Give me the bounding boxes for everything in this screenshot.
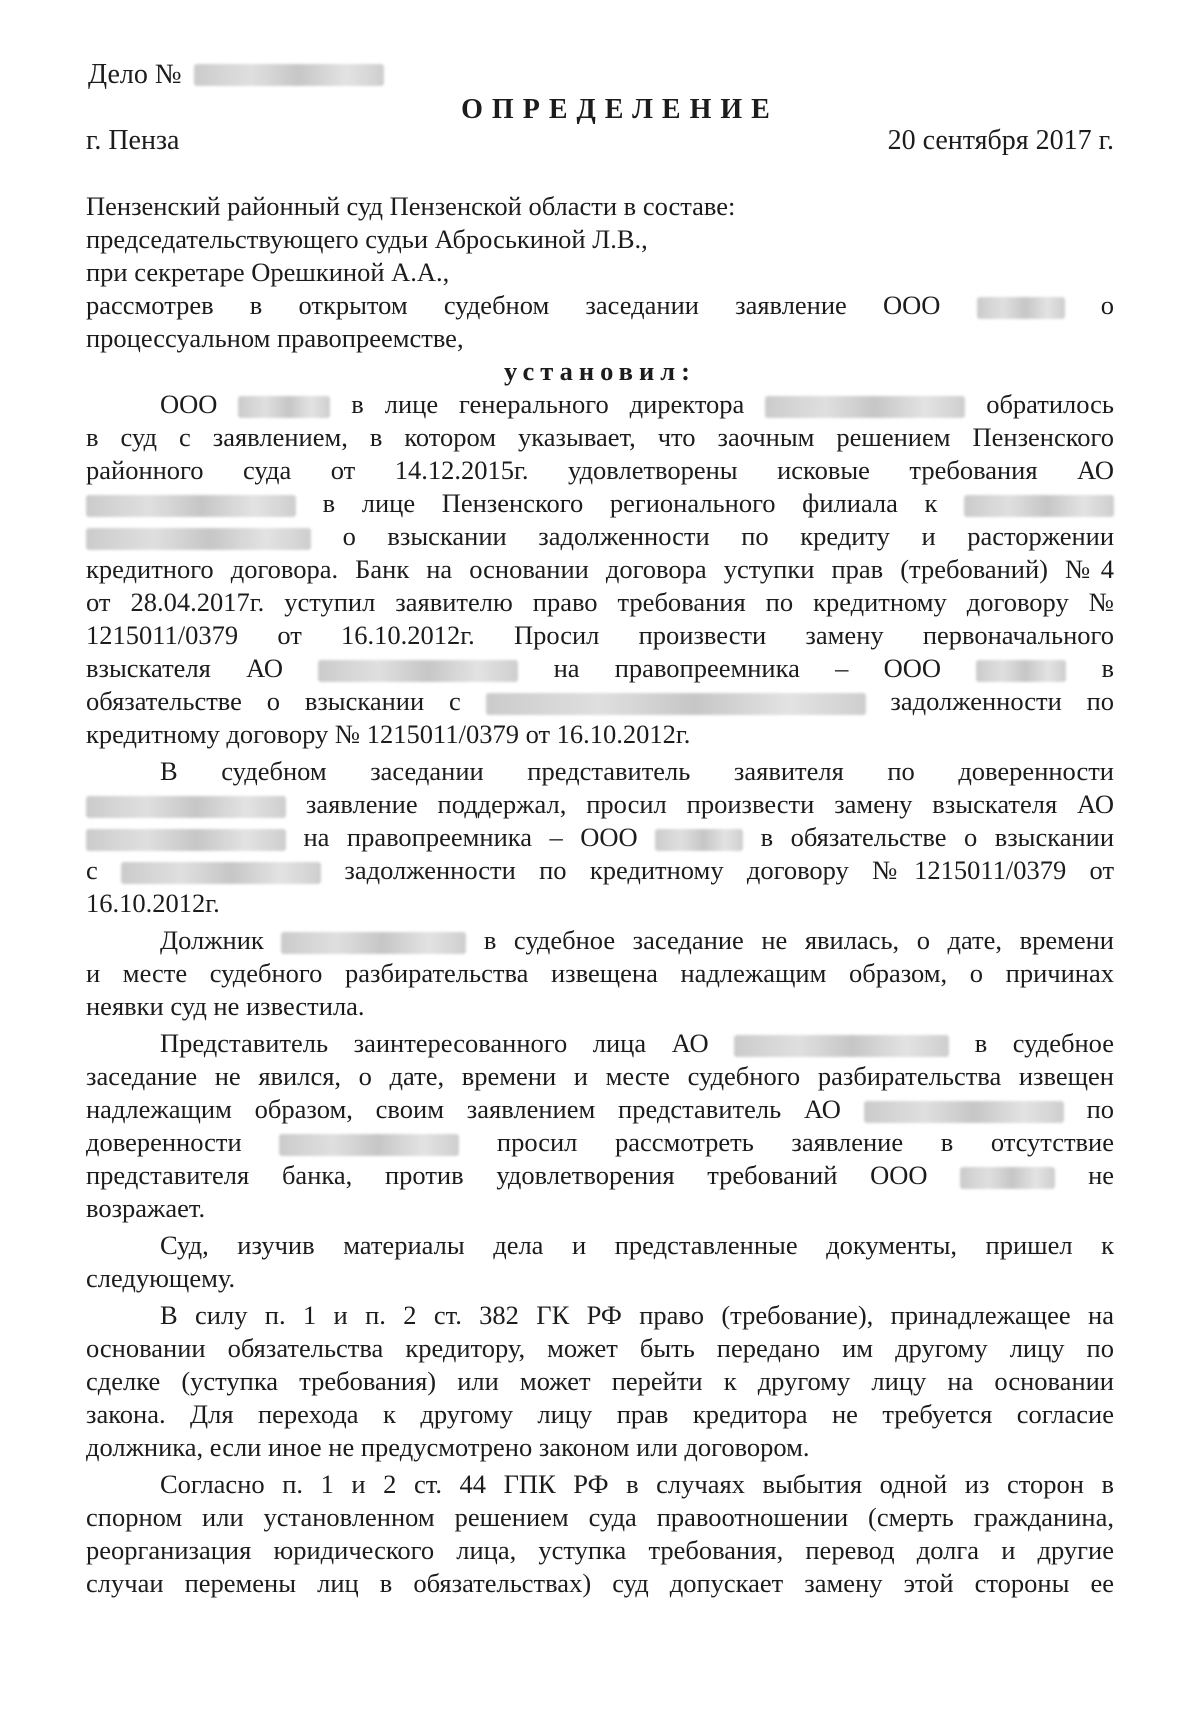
intro-line: Пензенский районный суд Пензенской области в составе: — [86, 191, 736, 221]
city: г. Пенза — [86, 125, 180, 156]
redacted-bank — [86, 829, 286, 851]
paragraph-line: В силу п. 1 и п. 2 ст. 382 ГК РФ право (требование), принадлежащее на — [160, 1300, 1114, 1330]
consider-line — [86, 289, 1114, 322]
text: задолженности по — [890, 686, 1115, 716]
text: в обязательстве о взыскании — [760, 822, 1115, 852]
text: в лице Пензенского регионального филиала к — [322, 488, 938, 518]
paragraph-line: от 28.04.2017г. уступил заявителю право требования по кредитному договору № — [86, 587, 1114, 617]
paragraph-line — [86, 821, 1114, 854]
text: задолженности по кредитному договору №1215011/0379 от — [344, 855, 1115, 885]
paragraph-line — [86, 685, 1114, 718]
paragraph-line: следующему. — [86, 1263, 236, 1293]
text: ООО — [160, 389, 218, 419]
paragraph-line: районного суда от 14.12.2015г. удовлетворены исковые требования АО — [86, 455, 1114, 485]
text: на правопреемника – ООО — [303, 822, 638, 852]
text: в лице генерального директора — [351, 389, 745, 419]
text: не — [1088, 1160, 1115, 1190]
paragraph-line — [86, 854, 1114, 887]
intro-line: при секретаре Орешкиной А.А., — [86, 257, 450, 287]
text: просил рассмотреть заявление в отсутствие — [496, 1127, 1114, 1157]
text: обязательстве о взыскании с — [86, 686, 461, 716]
redacted-bank — [86, 495, 296, 517]
paragraph-line — [86, 1126, 1114, 1159]
redacted-person — [86, 796, 286, 818]
paragraph-line — [86, 924, 1114, 957]
redacted-bank — [318, 660, 518, 682]
paragraph-line: закона. Для перехода к другому лицу прав кредитора не требуется согласие — [86, 1399, 1114, 1429]
text: о взыскании задолженности по кредиту и расторжении — [342, 521, 1114, 551]
case-label: Дело № — [88, 59, 182, 90]
consider-line: процессуальном правопреемстве, — [86, 323, 464, 353]
text: обратилось — [986, 389, 1115, 419]
text: Представитель заинтересованного лица АО — [160, 1028, 709, 1058]
paragraph-line — [86, 487, 1114, 520]
consider-text: рассмотрев в открытом судебном заседании заявление ООО — [86, 290, 941, 320]
paragraph-line: Суд, изучив материалы дела и представленные документы, пришел к — [160, 1230, 1114, 1260]
redacted-bank — [734, 1035, 949, 1057]
text: на правопреемника – ООО — [553, 653, 941, 683]
paragraph-line: реорганизация юридического лица, уступка требования, перевод долга и другие — [86, 1535, 1114, 1565]
redacted-bank — [864, 1101, 1064, 1123]
redacted-person — [486, 693, 866, 715]
paragraph-line: должника, если иное не предусмотрено законом или договором. — [86, 1432, 810, 1462]
section-heading-established: установил: — [504, 356, 696, 386]
redacted-person — [86, 528, 311, 550]
paragraph-line: и месте судебного разбирательства извещена надлежащим образом, о причинах — [86, 958, 1114, 988]
paragraph-line: кредитному договору № 1215011/0379 от 16.10.2012г. — [86, 719, 691, 749]
text: представителя банка, против удовлетворения требований ООО — [86, 1160, 928, 1190]
text: в судебное заседание не явилась, о дате, времени — [483, 925, 1114, 955]
redacted-company — [238, 396, 330, 418]
text: взыскателя АО — [86, 653, 284, 683]
paragraph-line: спорном или установленном решением суда правоотношении (смерть гражданина, — [86, 1502, 1114, 1532]
redacted-person — [765, 396, 965, 418]
redacted-person — [279, 1134, 459, 1156]
document-date: 20 сентября 2017 г. — [887, 125, 1114, 156]
consider-text: о — [1100, 290, 1115, 320]
paragraph-line: сделке (уступка требования) или может перейти к другому лицу на основании — [86, 1366, 1114, 1396]
paragraph-line — [86, 788, 1114, 821]
paragraph-line — [86, 652, 1114, 685]
paragraph-line: случаи перемены лиц в обязательствах) суд допускает замену этой стороны ее — [86, 1568, 1114, 1598]
paragraph-line: 16.10.2012г. — [86, 888, 220, 918]
text: Должник — [160, 925, 264, 955]
paragraph-line — [86, 1027, 1114, 1060]
paragraph-line — [86, 1159, 1114, 1192]
text: доверенности — [86, 1127, 242, 1157]
redacted-person — [281, 932, 466, 954]
text: надлежащим образом, своим заявлением представитель АО — [86, 1094, 841, 1124]
paragraph-line — [86, 520, 1114, 553]
redacted-company — [655, 829, 743, 851]
redacted-company — [960, 1167, 1055, 1189]
paragraph-line — [86, 388, 1114, 421]
paragraph-line — [86, 1093, 1114, 1126]
redacted-person — [121, 862, 321, 884]
redacted-company — [977, 297, 1065, 319]
paragraph-line: 1215011/0379 от 16.10.2012г. Просил произвести замену первоначального — [86, 620, 1114, 650]
paragraph-line: кредитного договора. Банк на основании договора уступки прав (требований) №4 — [86, 554, 1114, 584]
text: по — [1086, 1094, 1115, 1124]
case-number-line — [88, 58, 1114, 91]
paragraph-line: возражает. — [86, 1193, 206, 1223]
redacted-case-number — [194, 64, 384, 86]
paragraph-line: В судебном заседании представитель заявителя по доверенности — [160, 756, 1114, 786]
text: с — [86, 855, 98, 885]
city-date-line — [86, 124, 1114, 157]
paragraph-line: в суд с заявлением, в котором указывает, что заочным решением Пензенского — [86, 422, 1114, 452]
text: в судебное — [974, 1028, 1114, 1058]
text: в — [1101, 653, 1115, 683]
paragraph-line: основании обязательства кредитору, может быть передано им другому лицу по — [86, 1333, 1114, 1363]
document-title: ОПРЕДЕЛЕНИЕ — [461, 94, 779, 125]
paragraph-line: заседание не явился, о дате, времени и месте судебного разбирательства извещен — [86, 1061, 1114, 1091]
text: заявление поддержал, просил произвести замену взыскателя АО — [305, 789, 1115, 819]
paragraph-line: неявки суд не известила. — [86, 991, 365, 1021]
redacted-company — [976, 660, 1066, 682]
paragraph-line: Согласно п. 1 и 2 ст. 44 ГПК РФ в случаях выбытия одной из сторон в — [160, 1469, 1114, 1499]
intro-line: председательствующего судьи Аброськиной Л.В., — [86, 224, 648, 254]
redacted-person — [964, 495, 1114, 517]
